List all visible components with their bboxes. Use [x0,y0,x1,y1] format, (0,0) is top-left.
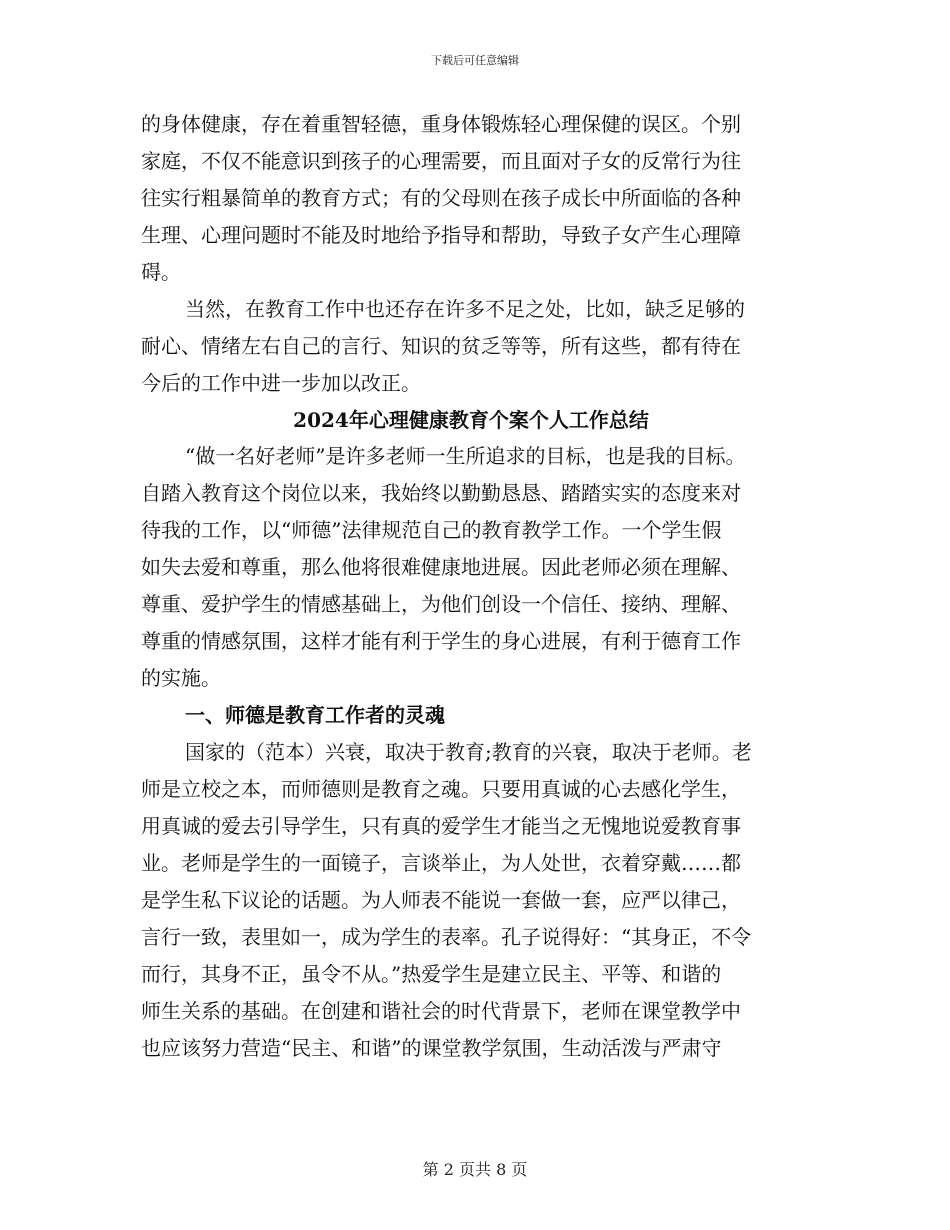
body-line: 今后的工作中进一步加以改正。 [141,371,421,395]
body-line: 的身体健康，存在着重智轻德，重身体锻炼轻心理保健的误区。个别 [141,112,741,136]
paragraph-start: 当然，在教育工作中也还存在许多不足之处，比如，缺乏足够的 [185,297,745,321]
body-line: 师生关系的基础。在创建和谐社会的时代背景下，老师在课堂教学中 [141,999,741,1023]
section-heading: 一、师德是教育工作者的灵魂 [185,703,445,727]
document-title: 2024年心理健康教育个案个人工作总结 [293,408,649,432]
body-line: 如失去爱和尊重，那么他将很难健康地进展。因此老师必须在理解、 [141,555,741,579]
paragraph-start: “做一名好老师”是许多老师一生所追求的目标，也是我的目标。 [185,444,746,468]
body-line: 言行一致，表里如一，成为学生的表率。孔子说得好：“其身正，不令 [141,925,752,949]
paragraph-start: 国家的（范本）兴衰，取决于教育;教育的兴衰，取决于老师。老 [185,740,752,764]
page-header: 下载后可任意编辑 [431,54,519,67]
body-line: 尊重的情感氛围，这样才能有利于学生的身心进展，有利于德育工作 [141,629,741,653]
body-line: 待我的工作，以“师德”法律规范自己的教育教学工作。一个学生假 [141,518,722,542]
body-line: 家庭，不仅不能意识到孩子的心理需要，而且面对子女的反常行为往 [141,149,741,173]
body-line: 也应该努力营造“民主、和谐”的课堂教学氛围，生动活泼与严肃守 [141,1036,722,1060]
body-line: 业。老师是学生的一面镜子，言谈举止，为人处世，衣着穿戴……都 [141,851,741,875]
body-line: 自踏入教育这个岗位以来，我始终以勤勤恳恳、踏踏实实的态度来对 [141,481,741,505]
body-line: 的实施。 [141,666,221,690]
body-line: 耐心、情绪左右自己的言行、知识的贫乏等等，所有这些，都有待在 [141,334,741,358]
body-line: 师是立校之本，而师德则是教育之魂。只要用真诚的心去感化学生， [141,777,741,801]
body-line: 生理、心理问题时不能及时地给予指导和帮助，导致子女产生心理障 [141,223,741,247]
body-line: 而行，其身不正，虽令不从。”热爱学生是建立民主、平等、和谐的 [141,962,722,986]
body-line: 碍。 [141,260,181,284]
body-line: 往实行粗暴简单的教育方式；有的父母则在孩子成长中所面临的各种 [141,186,741,210]
body-line: 尊重、爱护学生的情感基础上，为他们创设一个信任、接纳、理解、 [141,592,741,616]
body-line: 用真诚的爱去引导学生，只有真的爱学生才能当之无愧地说爱教育事 [141,814,741,838]
body-line: 是学生私下议论的话题。为人师表不能说一套做一套，应严以律己， [141,888,741,912]
document-body [141,112,801,1073]
page-footer: 第 2 页共 8 页 [422,1160,528,1179]
